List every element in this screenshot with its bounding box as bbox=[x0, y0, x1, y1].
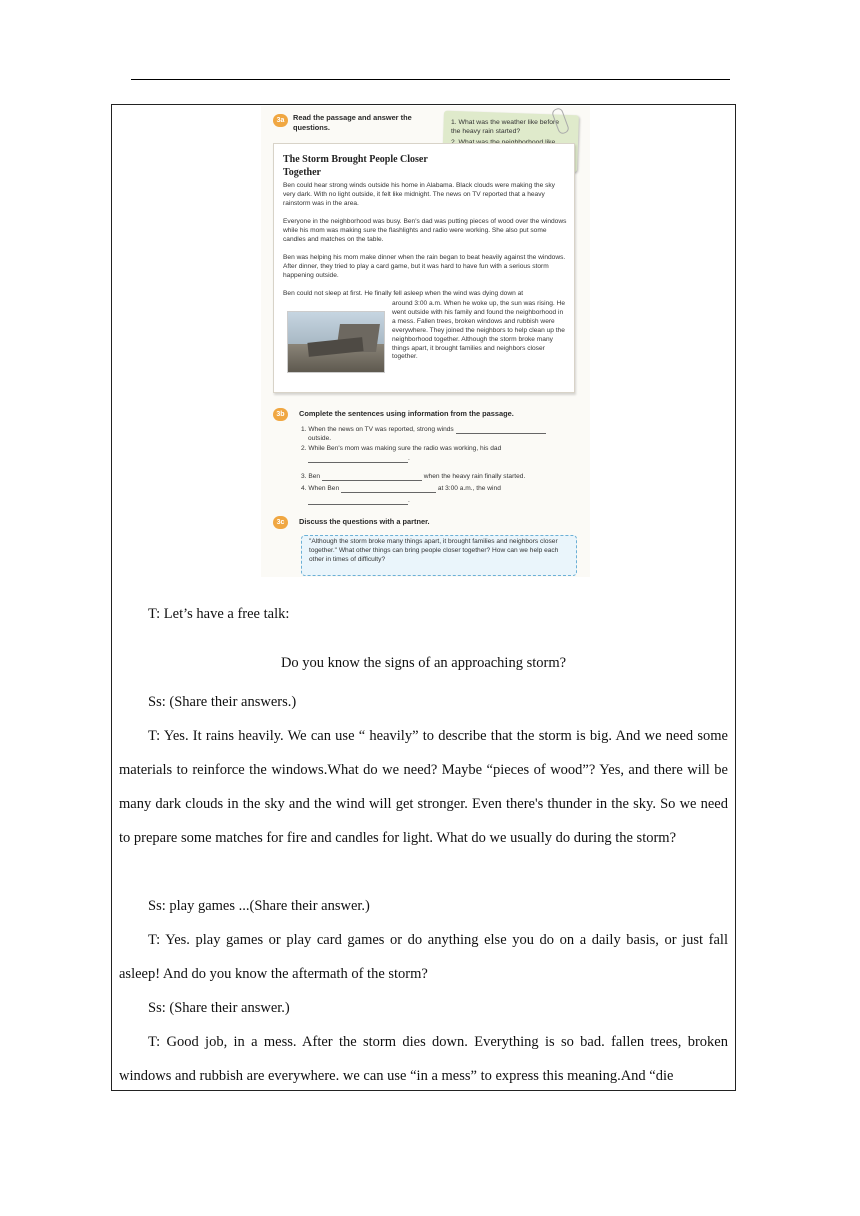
instruction-3b: Complete the sentences using information from the passage. bbox=[299, 409, 514, 418]
exercise-item-1: 1. When the news on TV was reported, strong winds bbox=[301, 425, 546, 434]
passage-title: The Storm Brought People Closer Together bbox=[283, 154, 428, 178]
storm-photo bbox=[287, 311, 385, 373]
exercise-item-1-end: outside. bbox=[308, 435, 332, 442]
teacher-line-2: T: Yes. It rains heavily. We can use “ heavily” to describe that the storm is big. And we need some materials to reinforce the windows.What do we need? Maybe “pieces of wood”? Yes, and there will be many dark clouds in the sky and the wind will get stronger. Even there's thunder in the sky. So we need to prepare some matches for fire and candles for light. What do we usually do during the storm? bbox=[119, 728, 728, 846]
passage-paragraph-3: Ben was helping his mom make dinner when the rain began to beat heavily against the windows. After dinner, they tried to play a card game, but it was hard to have fun with a serious storm happening outside. bbox=[283, 254, 566, 279]
badge-3b: 3b bbox=[273, 408, 288, 421]
badge-3c: 3c bbox=[273, 516, 288, 529]
teacher-line-4: T: Good job, in a mess. After the storm dies down. Everything is so bad. fallen trees, broken windows and rubbish are everywhere. we can use “in a mess” to express this meaning.And “die bbox=[119, 1034, 728, 1084]
passage-paragraph-2: Everyone in the neighborhood was busy. Ben's dad was putting pieces of wood over the windows while his mom was making sure the flashlights and radio were working. She also put some candles and matches on the table. bbox=[283, 218, 567, 243]
exercise-item-3: 3. Ben when the heavy rain finally started. bbox=[301, 473, 526, 480]
instruction-3c: Discuss the questions with a partner. bbox=[299, 517, 430, 526]
exercise-item-2-end: . bbox=[308, 454, 410, 463]
students-answer-3: Ss: (Share their answer.) bbox=[148, 1000, 290, 1016]
header-rule bbox=[131, 79, 730, 80]
exercise-item-2: 2. While Ben's mom was making sure the radio was working, his dad bbox=[301, 445, 502, 452]
note-question-1: 1. What was the weather like before the heavy rain started? bbox=[451, 119, 560, 135]
free-talk-line: T: Let’s have a free talk: bbox=[148, 606, 290, 622]
passage-paragraph-4: Ben could not sleep at first. He finally fell asleep when the wind was dying down at bbox=[283, 290, 524, 297]
instruction-3a: Read the passage and answer the questions. bbox=[293, 113, 412, 132]
students-answer-2: Ss: play games ...(Share their answer.) bbox=[148, 898, 370, 914]
students-answer-1: Ss: (Share their answers.) bbox=[148, 694, 297, 710]
textbook-image bbox=[261, 106, 590, 577]
badge-3a: 3a bbox=[273, 114, 288, 127]
discussion-text: "Although the storm broke many things apart, it brought families and neighbors closer together." What other things can bring people closer together? How can we help each other in times of difficulty? bbox=[309, 538, 559, 563]
passage-paragraph-1: Ben could hear strong winds outside his home in Alabama. Black clouds were making the sky very dark. With no light outside, it felt like midnight. The news on TV reported that a heavy rainstorm was in the area. bbox=[283, 182, 555, 207]
teacher-line-3: T: Yes. play games or play card games or do anything else you do on a daily basis, or just fall asleep! And do you know the aftermath of the storm? bbox=[119, 932, 728, 982]
passage-paragraph-4-cont: around 3:00 a.m. When he woke up, the sun was rising. He went outside with his family and found the neighborhood in a mess. Fallen trees, broken windows and rubbish were everywhere. They joined the neighbors to help clean up the neighborhood together. Although the storm broke many things apart, it brought families and neighbors closer together. bbox=[392, 300, 565, 361]
exercise-item-4-end: . bbox=[308, 496, 410, 505]
free-talk-question: Do you know the signs of an approaching storm? bbox=[280, 655, 567, 671]
exercise-item-4: 4. When Ben at 3:00 a.m., the wind bbox=[301, 485, 501, 492]
